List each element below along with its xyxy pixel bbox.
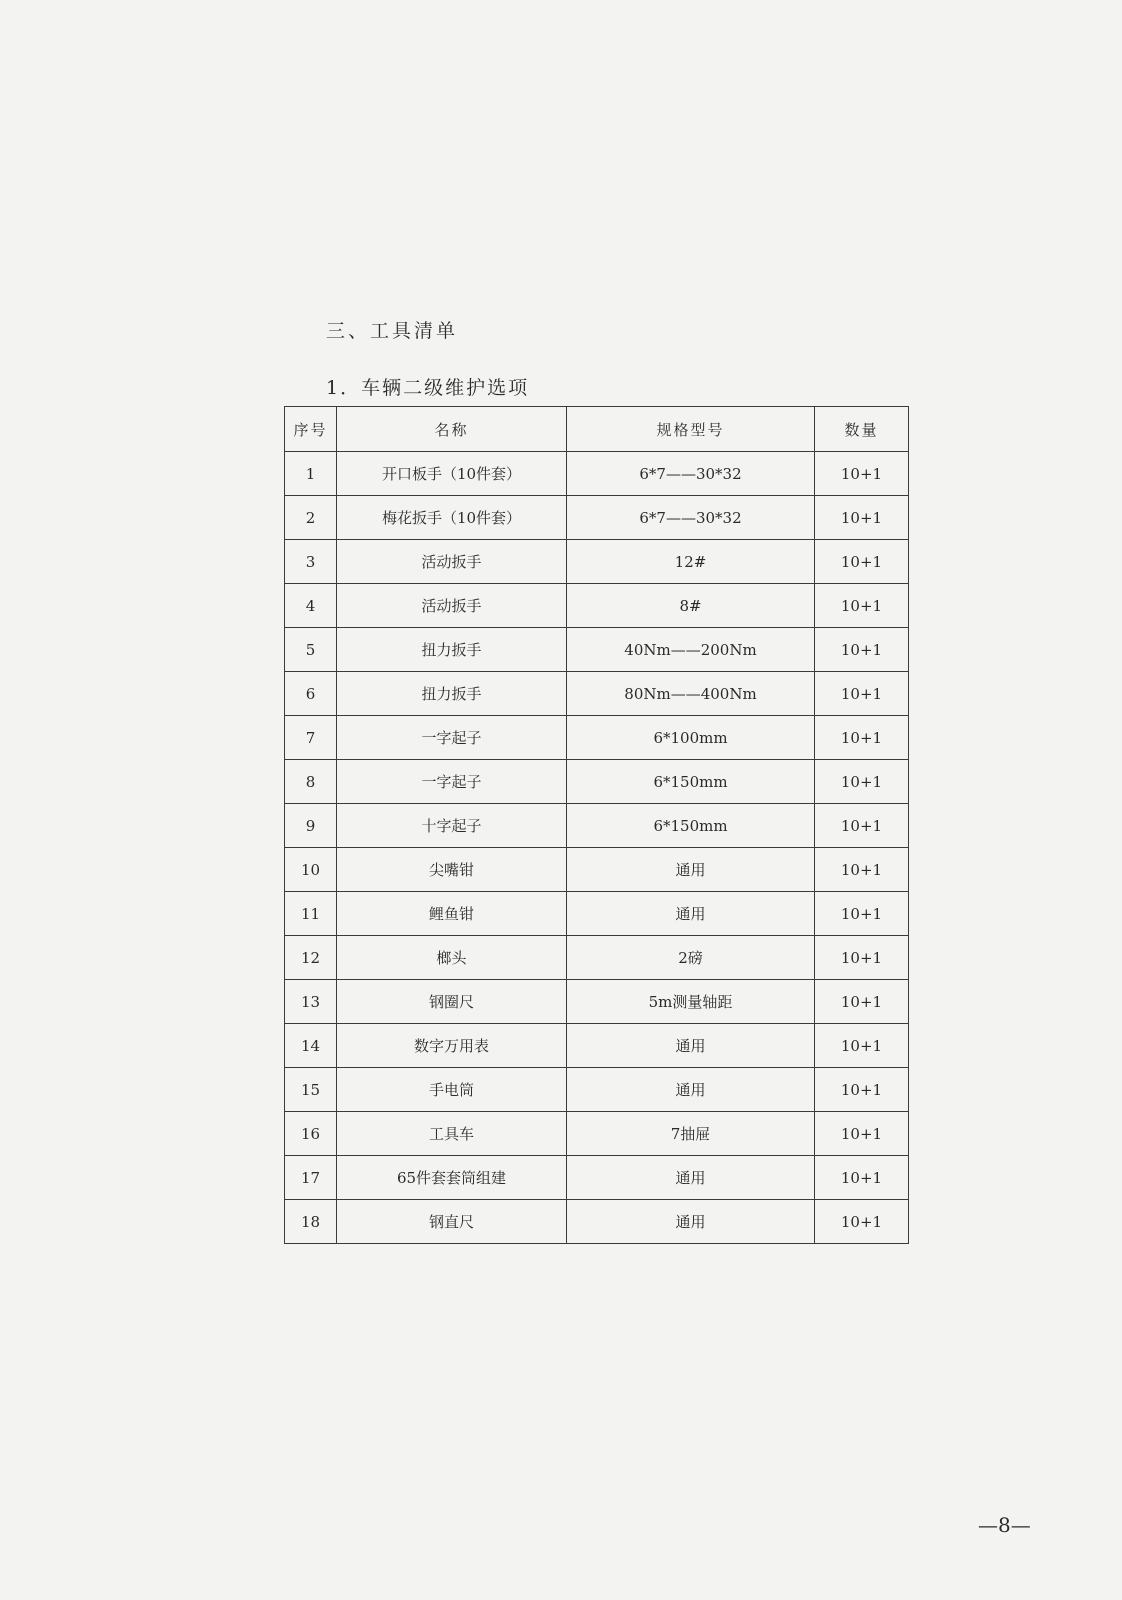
cell-name: 梅花扳手（10件套）	[337, 496, 567, 540]
cell-spec: 7抽屉	[567, 1112, 815, 1156]
cell-seq: 16	[285, 1112, 337, 1156]
table-row	[285, 540, 909, 584]
cell-spec: 通用	[567, 1024, 815, 1068]
table-row	[285, 936, 909, 980]
cell-seq: 9	[285, 804, 337, 848]
cell-name: 数字万用表	[337, 1024, 567, 1068]
section-title: 三、工具清单	[326, 320, 459, 342]
table-row	[285, 1156, 909, 1200]
cell-seq: 4	[285, 584, 337, 628]
cell-seq: 2	[285, 496, 337, 540]
header-name: 名称	[337, 407, 567, 452]
cell-name: 工具车	[337, 1112, 567, 1156]
cell-seq: 6	[285, 672, 337, 716]
cell-spec: 6*100mm	[567, 716, 815, 760]
table-row	[285, 452, 909, 496]
cell-qty: 10+1	[815, 936, 909, 980]
cell-spec: 6*7——30*32	[567, 452, 815, 496]
cell-spec: 2磅	[567, 936, 815, 980]
cell-spec: 通用	[567, 892, 815, 936]
cell-seq: 17	[285, 1156, 337, 1200]
cell-spec: 通用	[567, 1068, 815, 1112]
cell-name: 尖嘴钳	[337, 848, 567, 892]
table-row	[285, 892, 909, 936]
cell-seq: 13	[285, 980, 337, 1024]
table-row	[285, 584, 909, 628]
table-row	[285, 628, 909, 672]
page-number: —8—	[978, 1513, 1031, 1537]
cell-spec: 12#	[567, 540, 815, 584]
table-row	[285, 804, 909, 848]
cell-qty: 10+1	[815, 496, 909, 540]
cell-name: 扭力扳手	[337, 672, 567, 716]
cell-qty: 10+1	[815, 540, 909, 584]
table-row	[285, 672, 909, 716]
cell-spec: 通用	[567, 1156, 815, 1200]
header-qty: 数量	[815, 407, 909, 452]
table-row	[285, 1200, 909, 1244]
sub-title: 1．车辆二级维护选项	[326, 377, 530, 399]
cell-qty: 10+1	[815, 1156, 909, 1200]
cell-name: 手电筒	[337, 1068, 567, 1112]
cell-name: 活动扳手	[337, 540, 567, 584]
cell-spec: 80Nm——400Nm	[567, 672, 815, 716]
cell-qty: 10+1	[815, 848, 909, 892]
tool-list-table	[284, 406, 909, 1244]
table-row	[285, 496, 909, 540]
cell-seq: 14	[285, 1024, 337, 1068]
cell-name: 一字起子	[337, 716, 567, 760]
cell-seq: 7	[285, 716, 337, 760]
table-row	[285, 1068, 909, 1112]
cell-seq: 5	[285, 628, 337, 672]
cell-name: 开口板手（10件套）	[337, 452, 567, 496]
cell-qty: 10+1	[815, 452, 909, 496]
cell-seq: 15	[285, 1068, 337, 1112]
cell-name: 鲤鱼钳	[337, 892, 567, 936]
cell-qty: 10+1	[815, 672, 909, 716]
cell-spec: 6*150mm	[567, 804, 815, 848]
cell-spec: 5m测量轴距	[567, 980, 815, 1024]
header-spec: 规格型号	[567, 407, 815, 452]
cell-seq: 10	[285, 848, 337, 892]
cell-name: 榔头	[337, 936, 567, 980]
cell-qty: 10+1	[815, 584, 909, 628]
cell-name: 钢直尺	[337, 1200, 567, 1244]
cell-spec: 6*150mm	[567, 760, 815, 804]
cell-name: 一字起子	[337, 760, 567, 804]
cell-seq: 1	[285, 452, 337, 496]
table-row	[285, 1112, 909, 1156]
cell-spec: 8#	[567, 584, 815, 628]
cell-qty: 10+1	[815, 716, 909, 760]
table-row	[285, 760, 909, 804]
cell-name: 活动扳手	[337, 584, 567, 628]
cell-seq: 12	[285, 936, 337, 980]
cell-qty: 10+1	[815, 1200, 909, 1244]
cell-name: 扭力扳手	[337, 628, 567, 672]
cell-qty: 10+1	[815, 1068, 909, 1112]
cell-qty: 10+1	[815, 760, 909, 804]
table-header-row	[285, 407, 909, 452]
cell-name: 十字起子	[337, 804, 567, 848]
header-seq: 序号	[285, 407, 337, 452]
cell-spec: 通用	[567, 1200, 815, 1244]
cell-seq: 11	[285, 892, 337, 936]
table-row	[285, 716, 909, 760]
cell-seq: 3	[285, 540, 337, 584]
cell-seq: 18	[285, 1200, 337, 1244]
cell-seq: 8	[285, 760, 337, 804]
cell-qty: 10+1	[815, 1024, 909, 1068]
table-row	[285, 1024, 909, 1068]
cell-name: 钢圈尺	[337, 980, 567, 1024]
table-row	[285, 848, 909, 892]
table-row	[285, 980, 909, 1024]
cell-qty: 10+1	[815, 1112, 909, 1156]
cell-spec: 6*7——30*32	[567, 496, 815, 540]
table-body	[285, 452, 909, 1244]
cell-qty: 10+1	[815, 980, 909, 1024]
cell-qty: 10+1	[815, 804, 909, 848]
cell-qty: 10+1	[815, 628, 909, 672]
cell-name: 65件套套筒组建	[337, 1156, 567, 1200]
cell-spec: 40Nm——200Nm	[567, 628, 815, 672]
cell-spec: 通用	[567, 848, 815, 892]
cell-qty: 10+1	[815, 892, 909, 936]
